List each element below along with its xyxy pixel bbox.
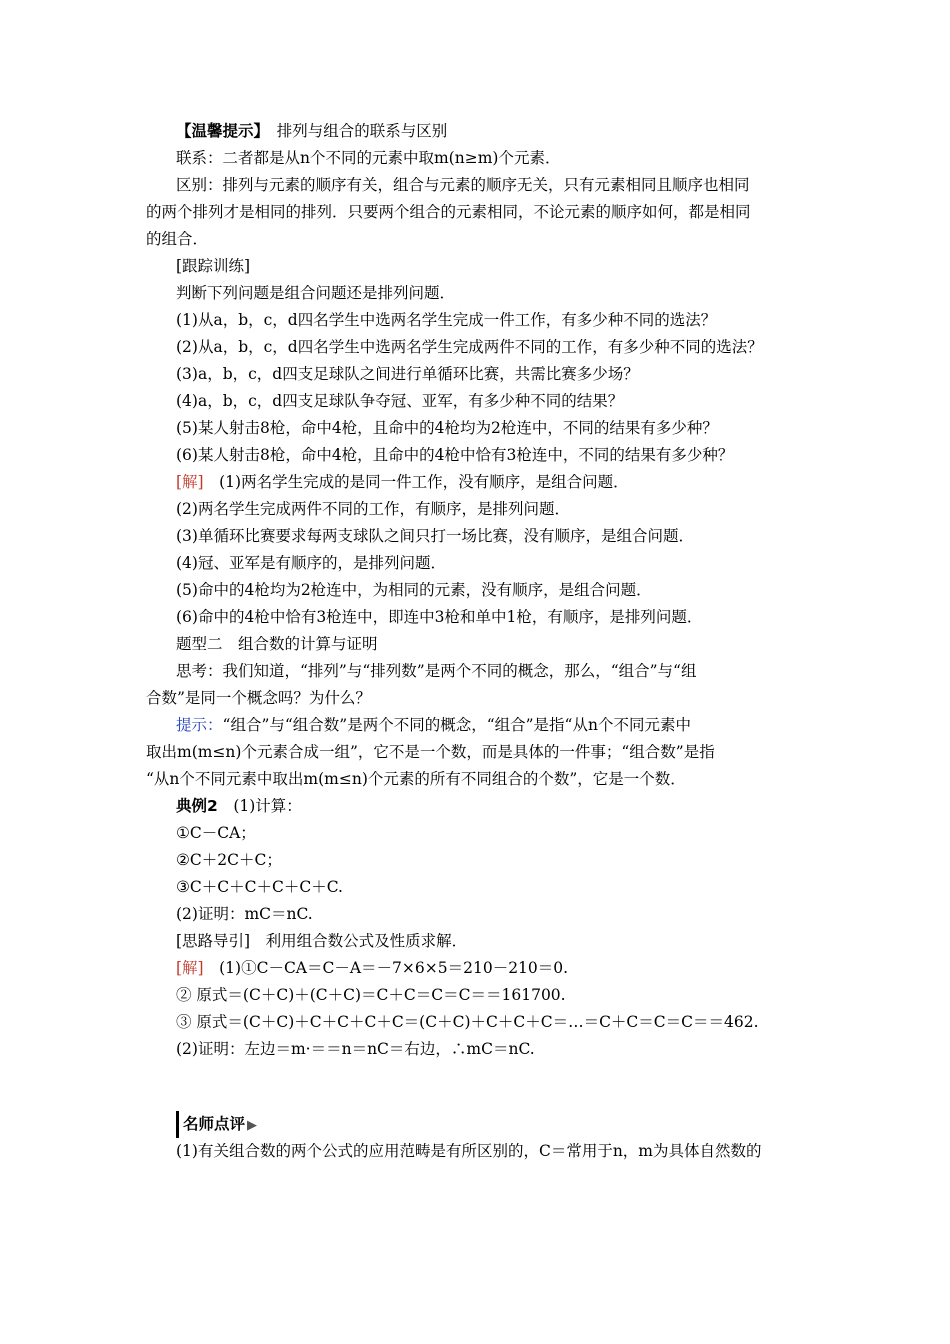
- review-line-1: (1)有关组合数的两个公式的应用范畴是有所区别的，C＝常用于n，m为具体自然数的: [176, 1142, 762, 1160]
- review-heading: 名师点评: [176, 1111, 245, 1138]
- example-s3: ③ 原式＝(C＋C)＋C＋C＋C＋C＝(C＋C)＋C＋C＋C＝…＝C＋C＝C＝C＝＝462.: [176, 1013, 759, 1031]
- type2-hint-2: 取出m(m≤n)个元素合成一组”，它不是一个数，而是具体的一件事；“组合数”是指: [146, 743, 715, 761]
- practice-answer-5: (5)命中的4枪均为2枪连中，为相同的元素，没有顺序，是组合问题．: [176, 581, 652, 599]
- practice-question-1: (1)从a，b，c，d四名学生中选两名学生完成一件工作，有多少种不同的选法？: [176, 311, 717, 329]
- practice-answer-1-line: [146, 469, 810, 496]
- type2-think-1: 思考：我们知道，“排列”与“排列数”是两个不同的概念，那么，“组合”与“组: [176, 662, 697, 680]
- practice-answer-3: (3)单循环比赛要求每两支球队之间只打一场比赛，没有顺序，是组合问题．: [176, 527, 694, 545]
- example-q3: ③C＋C＋C＋C＋C＋C.: [176, 878, 343, 896]
- example-solution-1-line: [146, 955, 810, 982]
- review-heading-line: [146, 1111, 810, 1138]
- type2-hint-1: “组合”与“组合数”是两个不同的概念，“组合”是指“从n个不同元素中: [222, 716, 691, 734]
- type2-title: 题型二 组合数的计算与证明: [176, 635, 378, 653]
- tip-diff-1: 区别：排列与元素的顺序有关，组合与元素的顺序无关，只有元素相同且顺序也相同: [176, 176, 750, 194]
- practice-question-3: (3)a，b，c，d四支足球队之间进行单循环比赛，共需比赛多少场？: [176, 365, 639, 383]
- tip-title: 排列与组合的联系与区别: [276, 122, 448, 140]
- type2-hint-3: “从n个不同元素中取出m(m≤n)个元素的所有不同组合的个数”，它是一个数．: [146, 770, 686, 788]
- practice-answer-4: (4)冠、亚军是有顺序的，是排列问题．: [176, 554, 446, 572]
- practice-question-2: (2)从a，b，c，d四名学生中选两名学生完成两件不同的工作，有多少种不同的选法？: [176, 338, 763, 356]
- example-q2: ②C＋2C＋C；: [176, 851, 282, 869]
- example-q4: (2)证明：mC＝nC.: [176, 905, 313, 923]
- tip-diff-2: 的两个排列才是相同的排列．只要两个组合的元素相同，不论元素的顺序如何，都是相同: [146, 203, 751, 221]
- example-guide: [思路导引] 利用组合数公式及性质求解．: [176, 932, 468, 950]
- example-s4: (2)证明：左边＝m·＝＝n＝nC＝右边，∴mC＝nC.: [176, 1040, 535, 1058]
- practice-heading: [跟踪训练]: [176, 257, 251, 275]
- tip-diff-3: 的组合．: [146, 230, 209, 248]
- type2-think-2: 合数”是同一个概念吗？为什么？: [146, 689, 371, 707]
- tip-heading: 【温馨提示】: [176, 122, 262, 140]
- type2-hint-tag: 提示：: [176, 716, 223, 734]
- practice-question-4: (4)a，b，c，d四支足球队争夺冠、亚军，有多少种不同的结果？: [176, 392, 624, 410]
- example-question-intro-line: [146, 793, 810, 820]
- practice-answer-2: (2)两名学生完成两件不同的工作，有顺序，是排列问题．: [176, 500, 570, 518]
- example-s2: ② 原式＝(C＋C)＋(C＋C)＝C＋C＝C＝C＝＝161700.: [176, 986, 566, 1004]
- example-q1: ①C－CA；: [176, 824, 256, 842]
- practice-question-6: (6)某人射击8枪，命中4枪，且命中的4枪中恰有3枪连中，不同的结果有多少种？: [176, 446, 734, 464]
- practice-answer-1: (1)两名学生完成的是同一件工作，没有顺序，是组合问题．: [219, 473, 629, 491]
- practice-question-5: (5)某人射击8枪，命中4枪，且命中的4枪均为2枪连中，不同的结果有多少种？: [176, 419, 718, 437]
- example-s1: (1)①C－CA＝C－A＝－7×6×5＝210－210＝0.: [219, 959, 569, 977]
- practice-answer-6: (6)命中的4枪中恰有3枪连中，即连中3枪和单中1枪，有顺序，是排列问题．: [176, 608, 703, 626]
- practice-solution-tag: [解]: [176, 473, 204, 491]
- document-page: [146, 118, 810, 1165]
- practice-prompt: 判断下列问题是组合问题还是排列问题．: [176, 284, 456, 302]
- example-tag: 典例2: [176, 797, 218, 815]
- tip-relation: 联系：二者都是从n个不同的元素中取m(n≥m)个元素．: [176, 149, 561, 167]
- example-q-intro: (1)计算：: [233, 797, 302, 815]
- tip-heading-line: [146, 118, 810, 145]
- type2-hint-1-line: [146, 712, 810, 739]
- example-solution-tag: [解]: [176, 959, 204, 977]
- triangle-right-icon: ▶: [247, 1118, 258, 1133]
- section-gap: [146, 1063, 810, 1111]
